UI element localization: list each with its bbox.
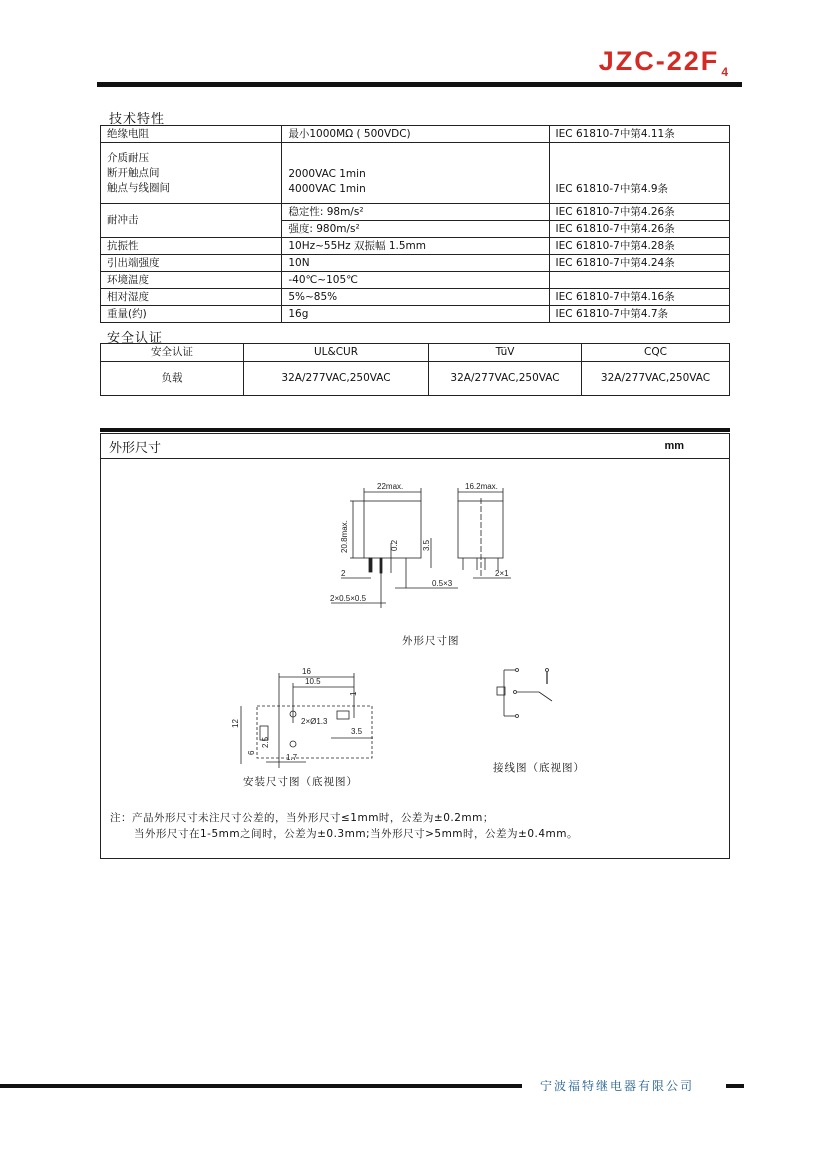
spec-label: 抗振性 <box>101 238 282 255</box>
spec-label: 环境温度 <box>101 272 282 289</box>
spec-value: 稳定性: 98m/s² <box>282 204 549 221</box>
cell: 负载 <box>101 362 244 396</box>
table-row <box>101 255 730 272</box>
header-cell: 安全认证 <box>101 344 244 362</box>
dim-label: 0.2 <box>390 539 399 551</box>
top-rule <box>97 82 742 87</box>
header-cell: CQC <box>582 344 730 362</box>
table-row <box>101 126 730 143</box>
spec-value: 强度: 980m/s² <box>282 221 549 238</box>
spec-value: -40℃~105℃ <box>282 272 549 289</box>
label-line: 介质耐压 <box>107 151 149 164</box>
outline-drawings <box>101 458 729 858</box>
unit-label: mm <box>664 440 684 452</box>
value-line: 2000VAC 1min <box>288 168 366 180</box>
dim-label: 3.5 <box>422 539 431 551</box>
dimensions-title: 外形尺寸 <box>109 440 162 456</box>
spec-standard: IEC 61810-7中第4.26条 <box>549 221 729 238</box>
spec-standard: IEC 61810-7中第4.28条 <box>549 238 729 255</box>
tech-specs-table <box>100 125 730 323</box>
dim-label: 22max. <box>377 482 404 491</box>
spec-label: 相对湿度 <box>101 289 282 306</box>
model-title <box>599 46 728 79</box>
dim-label: 2×0.5×0.5 <box>330 594 367 603</box>
spec-standard: IEC 61810-7中第4.7条 <box>549 306 729 323</box>
tolerance-note: 当外形尺寸在1-5mm之间时，公差为±0.3mm;当外形尺寸>5mm时，公差为±0.4mm。 <box>134 828 578 840</box>
table-header-row <box>101 344 730 362</box>
wiring-caption: 接线图（底视图） <box>493 762 585 774</box>
label-line: 触点与线圈间 <box>107 181 170 194</box>
dim-label: 2×Ø1.3 <box>301 717 328 726</box>
dim-label: 12 <box>231 719 240 728</box>
tolerance-note: 注：产品外形尺寸未注尺寸公差的，当外形尺寸≤1mm时，公差为±0.2mm； <box>110 812 494 824</box>
model-subscript: 4 <box>721 65 728 79</box>
spec-standard: IEC 61810-7中第4.16条 <box>549 289 729 306</box>
spec-label: 耐冲击 <box>101 204 282 238</box>
table-row <box>101 272 730 289</box>
table-row <box>101 143 730 204</box>
footer-dash <box>726 1084 744 1088</box>
dimensions-panel <box>100 433 730 859</box>
spec-value: 最小1000MΩ ( 500VDC) <box>282 126 549 143</box>
dim-label: 16.2max. <box>465 482 498 491</box>
cell: 32A/277VAC,250VAC <box>582 362 730 396</box>
dimensions-header <box>101 434 729 459</box>
mount-caption: 安装尺寸图（底视图） <box>243 776 358 788</box>
dim-label: 20.8max. <box>340 520 349 553</box>
spec-value: 10Hz~55Hz 双振幅 1.5mm <box>282 238 549 255</box>
spec-standard: IEC 61810-7中第4.26条 <box>549 204 729 221</box>
value-line: 4000VAC 1min <box>288 183 366 195</box>
table-row <box>101 362 730 396</box>
company-name: 宁波福特继电器有限公司 <box>540 1079 695 1093</box>
spec-label: 绝缘电阻 <box>101 126 282 143</box>
dim-label: 0.5×3 <box>432 579 453 588</box>
cell: 32A/277VAC,250VAC <box>244 362 429 396</box>
dim-label: 6 <box>247 750 256 755</box>
spec-value: 16g <box>282 306 549 323</box>
spec-value: 10N <box>282 255 549 272</box>
cell: 32A/277VAC,250VAC <box>429 362 582 396</box>
table-row <box>101 306 730 323</box>
safety-title: 安全认证 <box>107 331 164 346</box>
header-cell: TüV <box>429 344 582 362</box>
dim-label: 3.5 <box>351 727 363 736</box>
outline-caption: 外形尺寸图 <box>402 635 460 647</box>
footer-rule <box>0 1084 522 1088</box>
dim-label: 2.5 <box>261 736 270 748</box>
dim-label: 2 <box>341 569 346 578</box>
spec-label: 重量(约) <box>101 306 282 323</box>
table-row <box>101 204 730 221</box>
spec-standard: IEC 61810-7中第4.24条 <box>549 255 729 272</box>
spec-standard: IEC 61810-7中第4.9条 <box>549 143 729 204</box>
spec-value <box>282 143 549 204</box>
table-row <box>101 238 730 255</box>
spec-value: 5%~85% <box>282 289 549 306</box>
spec-standard <box>549 272 729 289</box>
dim-label: 16 <box>302 667 311 676</box>
table-row <box>101 289 730 306</box>
spec-label: 引出端强度 <box>101 255 282 272</box>
dim-label: 1.7 <box>286 753 298 762</box>
dim-label: 10.5 <box>305 677 321 686</box>
dim-label: 1 <box>349 691 358 696</box>
header-cell: UL&CUR <box>244 344 429 362</box>
label-line: 断开触点间 <box>107 166 160 179</box>
tech-specs-title: 技术特性 <box>109 112 166 127</box>
safety-table <box>100 343 730 396</box>
model-name: JZC-22F <box>598 46 720 76</box>
spec-standard: IEC 61810-7中第4.11条 <box>549 126 729 143</box>
spec-label <box>101 143 282 204</box>
dim-label: 2×1 <box>495 569 509 578</box>
section-rule <box>100 428 730 432</box>
